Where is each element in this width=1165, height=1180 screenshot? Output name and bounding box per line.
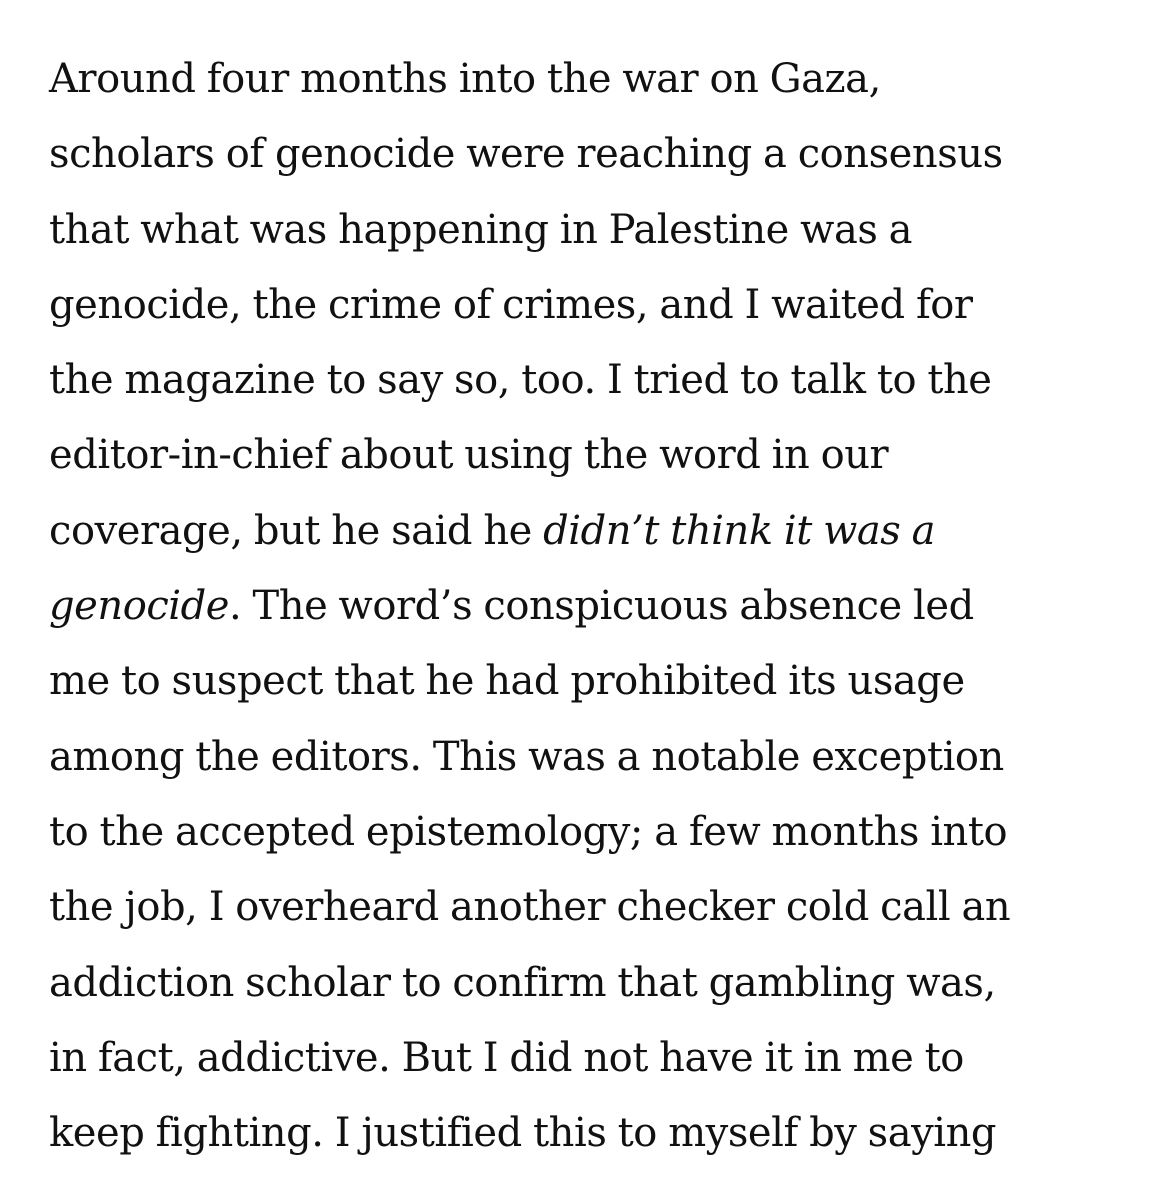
paragraph-line-7 — [49, 494, 1149, 569]
paragraph-line-13: addiction scholar to confirm that gambling was, — [49, 959, 996, 1006]
paragraph-line-14: in fact, addictive. But I did not have it in me to — [49, 1034, 964, 1081]
paragraph-line-12: the job, I overheard another checker cold call an — [49, 884, 1011, 931]
italic-quote-part-2: genocide — [49, 583, 229, 630]
paragraph-line-8 — [49, 569, 1149, 644]
paragraph-line-1: Around four months into the war on Gaza, — [49, 56, 881, 102]
paragraph-line-4: genocide, the crime of crimes, and I waited for — [49, 281, 973, 328]
italic-quote-part-1: didn’t think it was a — [543, 507, 936, 554]
paragraph-line-15: keep fighting. I justified this to myself by saying — [49, 1110, 997, 1157]
paragraph-line-2: scholars of genocide were reaching a consensus — [49, 131, 1003, 178]
paragraph-line-11: to the accepted epistemology; a few months into — [49, 808, 1008, 855]
line-7-text: coverage, but he said he — [49, 507, 544, 554]
paragraph-line-10: among the editors. This was a notable exception — [49, 733, 1004, 780]
paragraph-line-6: editor-in-chief about using the word in our — [49, 432, 889, 479]
article-paragraph — [49, 42, 1149, 1171]
line-8-text: . The word’s conspicuous absence led — [229, 583, 974, 630]
paragraph-line-5: the magazine to say so, too. I tried to talk to the — [49, 357, 992, 404]
paragraph-line-3: that what was happening in Palestine was a — [49, 206, 913, 253]
article-body — [49, 42, 1149, 1171]
paragraph-line-9: me to suspect that he had prohibited its usage — [49, 658, 965, 705]
